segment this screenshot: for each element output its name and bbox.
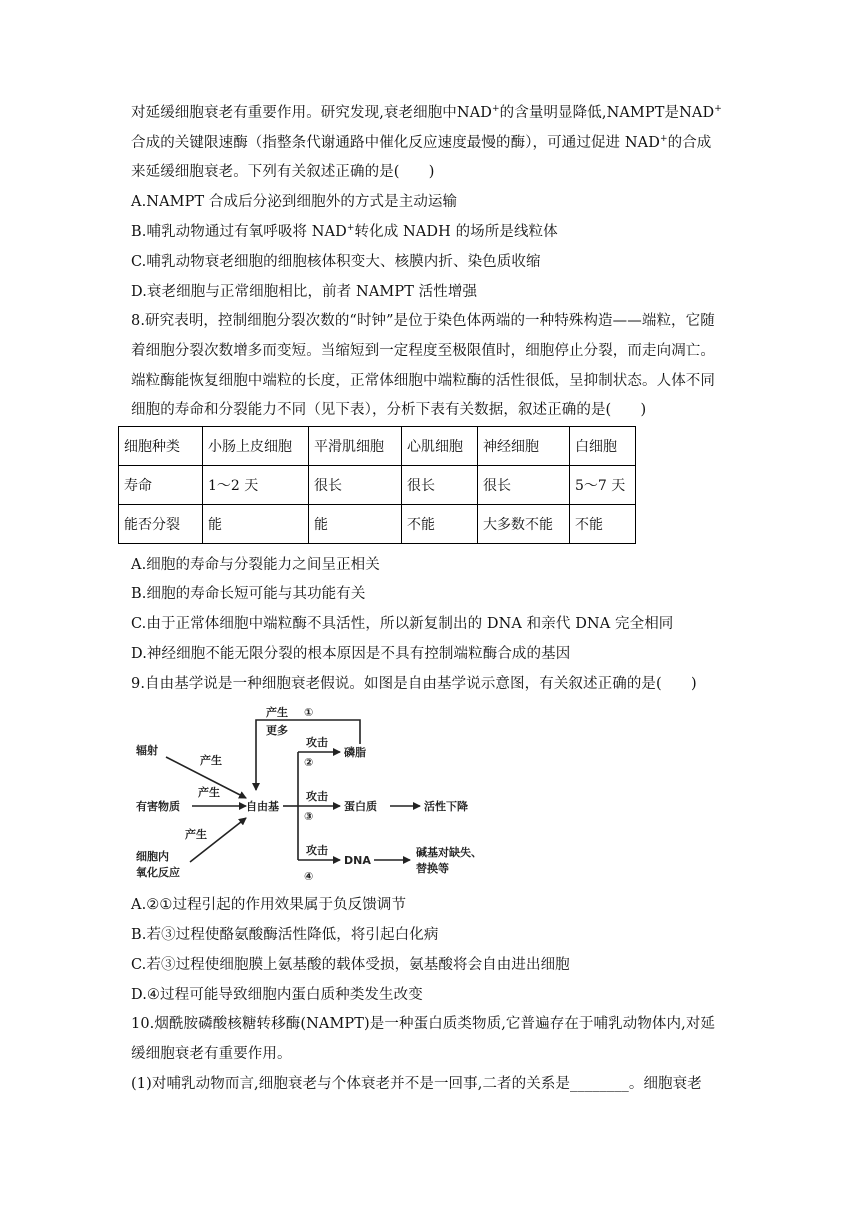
table-cell: 5～7 天 — [570, 466, 636, 505]
q9-option-a: A.②①过程引起的作用效果属于负反馈调节 — [131, 897, 407, 913]
table-cell: 很长 — [478, 466, 570, 505]
table-row — [119, 505, 636, 544]
superscript-plus: + — [492, 104, 500, 114]
label-more: 更多 — [266, 724, 288, 737]
q9-option-d: D.④过程可能导致细胞内蛋白质种类发生改变 — [131, 987, 423, 1003]
label-activity-drop: 活性下降 — [424, 800, 468, 813]
free-radical-diagram — [128, 702, 508, 892]
label-free-radical: 自由基 — [246, 800, 279, 813]
q7-option-d: D.衰老细胞与正常细胞相比，前者 NAMPT 活性增强 — [131, 284, 478, 300]
label-phospholipid: 磷脂 — [344, 746, 366, 759]
label-produce-top: 产生 — [266, 706, 288, 719]
q9-option-c: C.若③过程使细胞膜上氨基酸的载体受损，氨基酸将会自由进出细胞 — [131, 957, 570, 973]
label-attack: 攻击 — [306, 736, 328, 749]
label-protein: 蛋白质 — [344, 800, 377, 813]
table-cell: 大多数不能 — [478, 505, 570, 544]
table-cell: 能否分裂 — [119, 505, 203, 544]
table-cell: 不能 — [402, 505, 478, 544]
table-header-cell: 平滑肌细胞 — [309, 427, 402, 466]
q9-stem: 9.自由基学说是一种细胞衰老假说。如图是自由基学说示意图，有关叙述正确的是( ) — [131, 676, 697, 692]
table-row — [119, 427, 636, 466]
label-cell-oxidation-1: 细胞内 — [136, 850, 169, 863]
superscript-plus: + — [346, 223, 355, 233]
label-radiation: 辐射 — [136, 744, 158, 757]
label-produce: 产生 — [198, 786, 220, 799]
table-header-cell: 细胞种类 — [119, 427, 203, 466]
table-header-cell: 神经细胞 — [478, 427, 570, 466]
q8-option-d: D.神经细胞不能无限分裂的根本原因是不具有控制端粒酶合成的基因 — [131, 646, 571, 662]
q8-option-c: C.由于正常体细胞中端粒酶不具活性，所以新复制出的 DNA 和亲代 DNA 完全相同 — [131, 616, 674, 632]
q10-stem-line-2: 缓细胞衰老有重要作用。 — [131, 1046, 292, 1062]
q7-option-c: C.哺乳动物衰老细胞的细胞核体积变大、核膜内折、染色质收缩 — [131, 254, 541, 270]
table-cell: 1～2 天 — [203, 466, 309, 505]
label-cell-oxidation-2: 氧化反应 — [136, 866, 180, 879]
q7-option-a: A.NAMPT 合成后分泌到细胞外的方式是主动运输 — [131, 194, 458, 210]
label-attack: 攻击 — [306, 790, 328, 803]
q8-option-a: A.细胞的寿命与分裂能力之间呈正相关 — [131, 557, 380, 573]
q8-option-b: B.细胞的寿命长短可能与其功能有关 — [131, 586, 366, 602]
label-number-3: ③ — [304, 810, 314, 823]
label-produce: 产生 — [185, 828, 207, 841]
table-cell: 能 — [309, 505, 402, 544]
label-attack: 攻击 — [306, 844, 328, 857]
table-row — [119, 466, 636, 505]
q9-option-b: B.若③过程使酪氨酸酶活性降低，将引起白化病 — [131, 927, 439, 943]
label-produce: 产生 — [200, 754, 222, 767]
table-cell: 能 — [203, 505, 309, 544]
superscript-plus: + — [659, 134, 668, 144]
label-dna: DNA — [344, 854, 371, 867]
cell-lifespan-table — [118, 426, 636, 544]
q8-stem-line-3: 端粒酶能恢复细胞中端粒的长度，正常体细胞中端粒酶的活性很低，呈抑制状态。人体不同 — [131, 373, 715, 389]
q7-option-b: B.哺乳动物通过有氧呼吸将 NAD+转化成 NADH 的场所是线粒体 — [131, 223, 558, 240]
table-header-cell: 小肠上皮细胞 — [203, 427, 309, 466]
table-cell: 寿命 — [119, 466, 203, 505]
label-harmful: 有害物质 — [136, 800, 180, 813]
table-header-cell: 白细胞 — [570, 427, 636, 466]
table-header-cell: 心肌细胞 — [402, 427, 478, 466]
q7-stem-line-3: 来延缓细胞衰老。下列有关叙述正确的是( ) — [131, 164, 435, 180]
label-number-2: ② — [304, 756, 314, 769]
label-number-4: ④ — [304, 870, 314, 883]
label-base-1: 碱基对缺失、 — [416, 846, 482, 859]
label-loop-number-1: ① — [304, 706, 314, 719]
q10-part-1: (1)对哺乳动物而言,细胞衰老与个体衰老并不是一回事,二者的关系是________。细胞衰老 — [131, 1076, 702, 1092]
table-cell: 很长 — [309, 466, 402, 505]
table-cell: 很长 — [402, 466, 478, 505]
table-cell: 不能 — [570, 505, 636, 544]
q8-stem-line-1: 8.研究表明，控制细胞分裂次数的“时钟”是位于染色体两端的一种特殊构造——端粒，它随 — [131, 313, 715, 329]
q7-stem-line-2: 合成的关键限速酶（指整条代谢通路中催化反应速度最慢的酶），可通过促进 NAD+的合成 — [131, 134, 712, 151]
q10-stem-line-1: 10.烟酰胺磷酸核糖转移酶(NAMPT)是一种蛋白质类物质,它普遍存在于哺乳动物体内,对延 — [131, 1016, 716, 1032]
label-base-2: 替换等 — [416, 862, 449, 875]
q7-stem-line-1: 对延缓细胞衰老有重要作用。研究发现,衰老细胞中NAD+的含量明显降低,NAMPT是NAD+ — [131, 104, 722, 121]
q8-stem-line-2: 着细胞分裂次数增多而变短。当缩短到一定程度至极限值时，细胞停止分裂，而走向凋亡。 — [131, 343, 715, 359]
q8-stem-line-4: 细胞的寿命和分裂能力不同（见下表），分析下表有关数据，叙述正确的是( ) — [131, 402, 647, 418]
superscript-plus: + — [714, 104, 722, 114]
